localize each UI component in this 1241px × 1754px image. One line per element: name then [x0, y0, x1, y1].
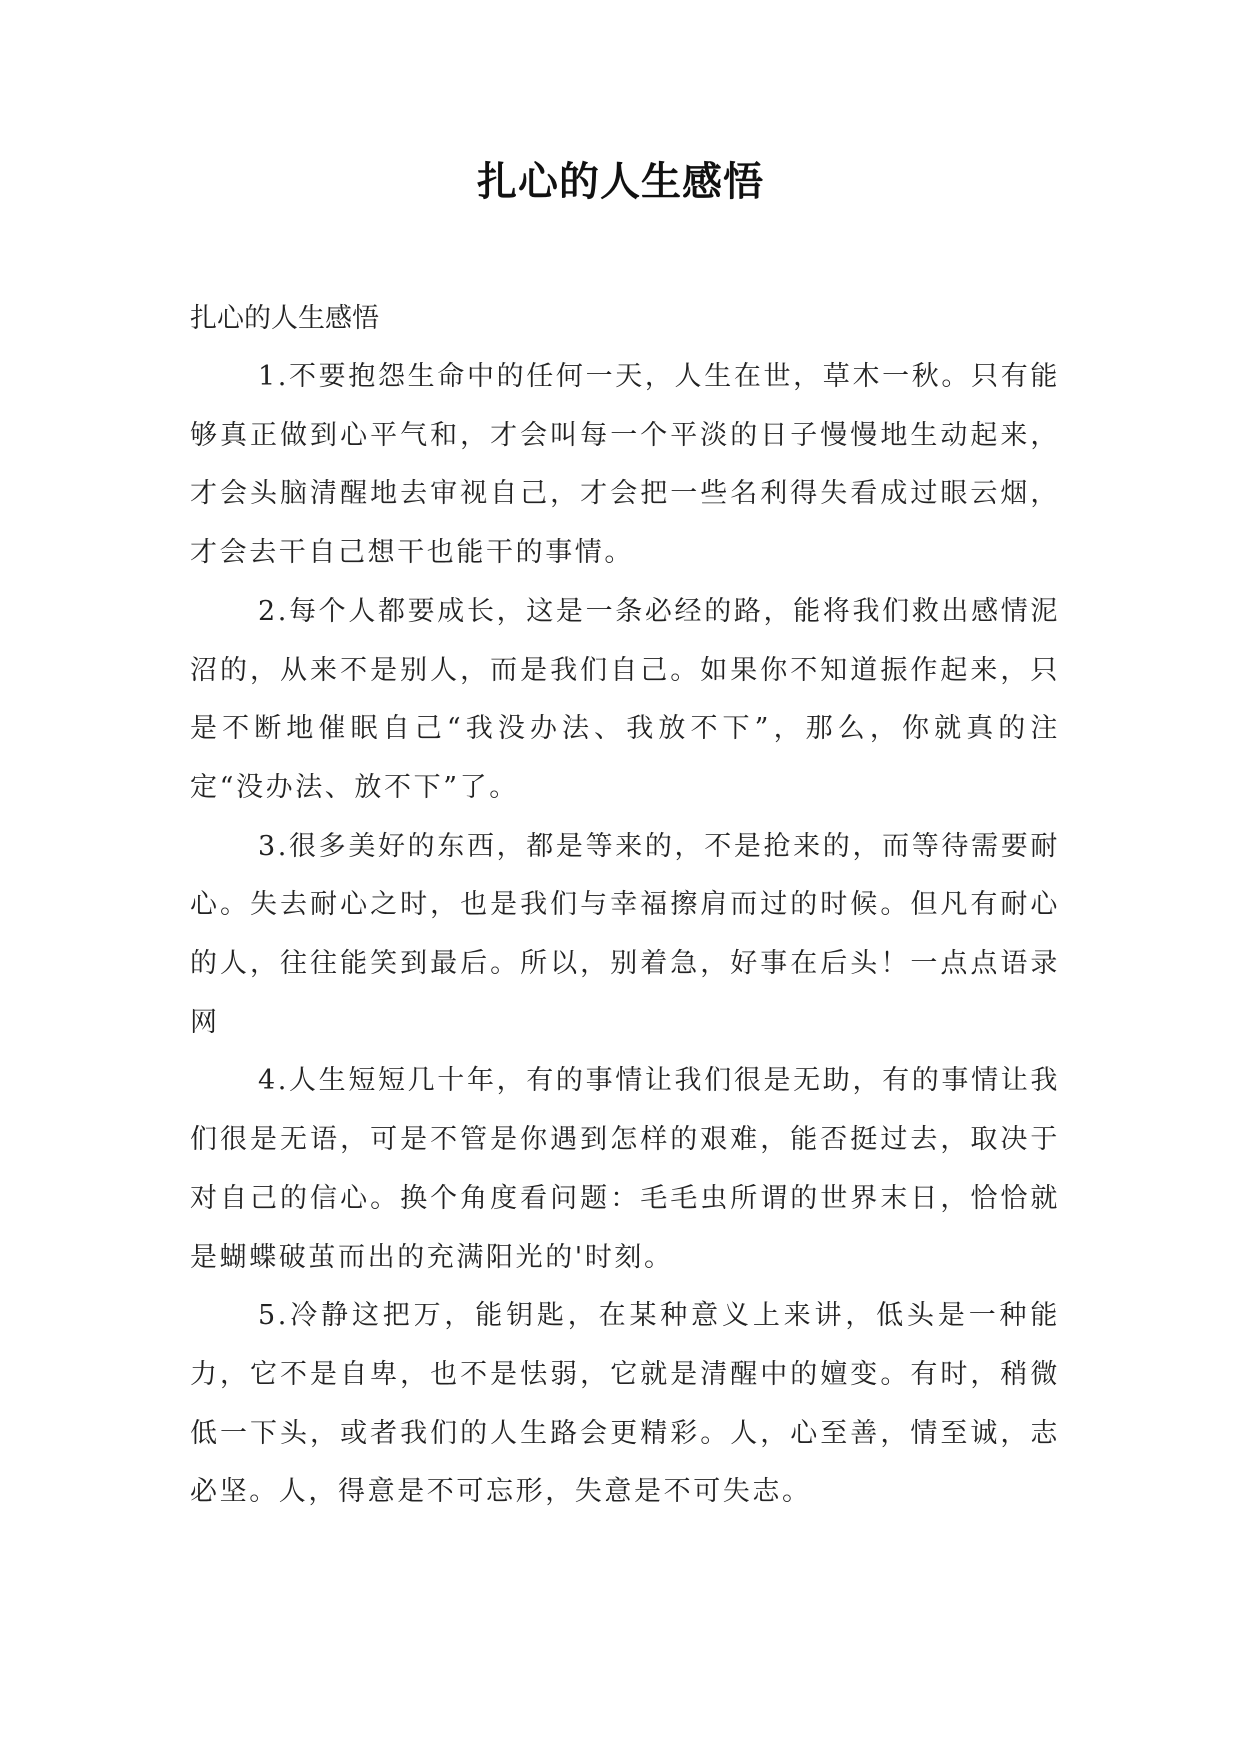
paragraph-1: 1.不要抱怨生命中的任何一天，人生在世，草木一秋。只有能够真正做到心平气和，才会叫每一个平淡的日子慢慢地生动起来，才会头脑清醒地去审视自己，才会把一些名利得失看成过眼云烟，才会去干自己想干也能干的事情。	[190, 361, 1060, 569]
paragraph-3: 3.很多美好的东西，都是等来的，不是抢来的，而等待需要耐心。失去耐心之时，也是我们与幸福擦肩而过的时候。但凡有耐心的人，往往能笑到最后。所以，别着急，好事在后头！一点点语录网	[190, 830, 1060, 1038]
document-body	[190, 290, 1060, 1522]
paragraph-5: 5.冷静这把万，能钥匙，在某种意义上来讲，低头是一种能力，它不是自卑，也不是怯弱，它就是清醒中的嬗变。有时，稍微低一下头，或者我们的人生路会更精彩。人，心至善，情至诚，志必坚。人，得意是不可忘形，失意是不可失志。	[190, 1300, 1060, 1508]
document-subtitle: 扎心的人生感悟	[190, 303, 379, 334]
paragraph-2: 2.每个人都要成长，这是一条必经的路，能将我们救出感情泥沼的，从来不是别人，而是我们自己。如果你不知道振作起来，只是不断地催眠自己“我没办法、我放不下”，那么，你就真的注定“没办法、放不下”了。	[190, 595, 1060, 803]
page-title: 扎心的人生感悟	[477, 159, 764, 205]
paragraph-4: 4.人生短短几十年，有的事情让我们很是无助，有的事情让我们很是无语，可是不管是你遇到怎样的艰难，能否挺过去，取决于对自己的信心。换个角度看问题：毛毛虫所谓的世界末日，恰恰就是蝴蝶破茧而出的充满阳光的'时刻。	[190, 1065, 1060, 1273]
